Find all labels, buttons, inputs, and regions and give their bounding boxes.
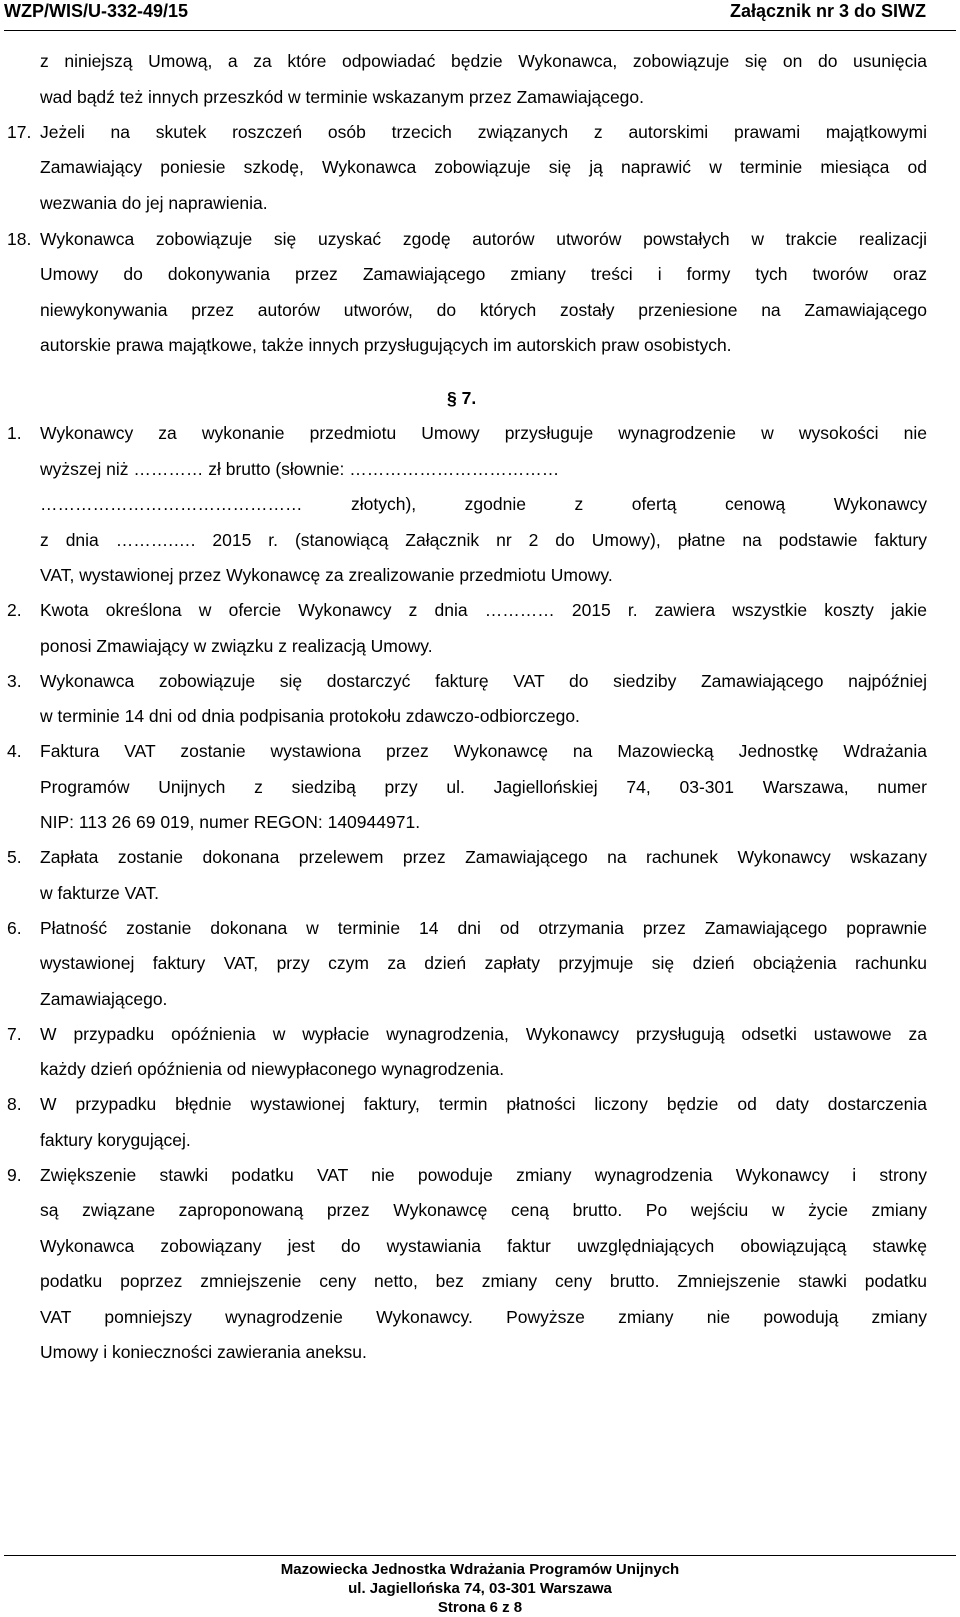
continuation-line: z niniejszą Umową, a za które odpowiadać będzie Wykonawca, zobowiązuje się on do usunięcia xyxy=(40,51,927,71)
page-header xyxy=(4,0,956,31)
item-line: Kwota określona w ofercie Wykonawcy z dnia ………… 2015 r. zawiera wszystkie koszty jakie xyxy=(40,600,927,620)
item-line: Zapłata zostanie dokonana przelewem przez Zamawiającego na rachunek Wykonawcy wskazany xyxy=(40,847,927,867)
item-number: 9. xyxy=(7,1165,22,1185)
page-number: Strona 6 z 8 xyxy=(437,1599,523,1616)
item-line: wystawionej faktury VAT, przy czym za dzień zapłaty przyjmuje się dzień obciążenia rachunku xyxy=(40,953,927,973)
item-line: z dnia ……….…. 2015 r. (stanowiącą Załącznik nr 2 do Umowy), płatne na podstawie faktury xyxy=(40,530,927,550)
document-reference: WZP/WIS/U-332-49/15 xyxy=(4,1,189,21)
item-line: W przypadku błędnie wystawionej faktury, termin płatności liczony będzie od daty dostarczenia xyxy=(40,1094,927,1114)
item-line: podatku poprzez zmniejszenie ceny netto, bez zmiany ceny brutto. Zmniejszenie stawki podatku xyxy=(40,1271,927,1291)
item-line: VAT, wystawionej przez Wykonawcę za zrealizowanie przedmiotu Umowy. xyxy=(40,565,613,585)
item-line: wyższej niż ………… zł brutto (słownie: ……………………………… xyxy=(40,459,560,479)
item-number: 4. xyxy=(7,741,22,761)
item-number: 3. xyxy=(7,671,22,691)
attachment-label: Załącznik nr 3 do SIWZ xyxy=(729,1,926,21)
paragraph-number: 18. xyxy=(7,229,32,249)
item-line: Faktura VAT zostanie wystawiona przez Wykonawcę na Mazowiecką Jednostkę Wdrażania xyxy=(40,741,927,761)
item-number: 8. xyxy=(7,1094,22,1114)
item-line: Programów Unijnych z siedzibą przy ul. Jagiellońskiej 74, 03-301 Warszawa, numer xyxy=(40,777,927,797)
item-line: NIP: 113 26 69 019, numer REGON: 140944971. xyxy=(40,812,421,832)
item-line: ponosi Zmawiający w związku z realizacją Umowy. xyxy=(40,636,433,656)
item-line: VAT pomniejszy wynagrodzenie Wykonawcy. Powyższe zmiany nie powodują zmiany xyxy=(40,1307,927,1327)
item-number: 5. xyxy=(7,847,22,867)
footer-organization: Mazowiecka Jednostka Wdrażania Programów Unijnych xyxy=(280,1561,680,1578)
item-line: każdy dzień opóźnienia od niewypłaconego wynagrodzenia. xyxy=(40,1059,505,1079)
footer-address: ul. Jagiellońska 74, 03-301 Warszawa xyxy=(348,1580,612,1597)
item-line: ……………………………………… złotych), zgodnie z ofertą cenową Wykonawcy xyxy=(40,494,927,514)
item-line: Wykonawca zobowiązuje się dostarczyć fakturę VAT do siedziby Zamawiającego najpóźniej xyxy=(40,671,927,691)
item-line: są związane zaproponowaną przez Wykonawcę ceną brutto. Po wejściu w życie zmiany xyxy=(40,1200,927,1220)
paragraph-line: autorskie prawa majątkowe, także innych przysługujących im autorskich praw osobistych. xyxy=(40,335,732,355)
item-line: faktury korygującej. xyxy=(40,1130,191,1150)
paragraph-line: Wykonawca zobowiązuje się uzyskać zgodę autorów utworów powstałych w trakcie realizacji xyxy=(40,229,927,249)
paragraph-line: Jeżeli na skutek roszczeń osób trzecich związanych z autorskimi prawami majątkowymi xyxy=(40,122,927,142)
paragraph-line: wezwania do jej naprawienia. xyxy=(40,193,268,213)
item-line: w fakturze VAT. xyxy=(40,883,159,903)
paragraph-number: 17. xyxy=(7,122,32,142)
item-line: W przypadku opóźnienia w wypłacie wynagrodzenia, Wykonawcy przysługują odsetki ustawowe za xyxy=(40,1024,927,1044)
item-number: 2. xyxy=(7,600,22,620)
item-line: Wykonawcy za wykonanie przedmiotu Umowy przysługuje wynagrodzenie w wysokości nie xyxy=(40,423,927,443)
item-number: 6. xyxy=(7,918,22,938)
item-line: w terminie 14 dni od dnia podpisania protokołu zdawczo-odbiorczego. xyxy=(40,706,580,726)
section-number: 7. xyxy=(461,388,477,408)
item-line: Zamawiającego. xyxy=(40,989,168,1009)
continuation-line: wad bądź też innych przeszkód w terminie wskazanym przez Zamawiającego. xyxy=(40,87,645,107)
item-number: 1. xyxy=(7,423,22,443)
paragraph-line: niewykonywania przez autorów utworów, do których zostały przeniesione na Zamawiającego xyxy=(40,300,927,320)
section-sign: § xyxy=(447,388,457,408)
paragraph-line: Umowy do dokonywania przez Zamawiającego zmiany treści i formy tych tworów oraz xyxy=(40,264,927,284)
section-heading xyxy=(447,388,476,409)
item-line: Płatność zostanie dokonana w terminie 14 dni od otrzymania przez Zamawiającego poprawnie xyxy=(40,918,927,938)
page-footer xyxy=(4,1555,956,1617)
item-number: 7. xyxy=(7,1024,22,1044)
item-line: Wykonawca zobowiązany jest do wystawiania faktur uwzględniających obowiązującą stawkę xyxy=(40,1236,927,1256)
item-line: Zwiększenie stawki podatku VAT nie powoduje zmiany wynagrodzenia Wykonawcy i strony xyxy=(40,1165,927,1185)
paragraph-line: Zamawiający poniesie szkodę, Wykonawca zobowiązuje się ją naprawić w terminie miesiąca od xyxy=(40,157,927,177)
item-line: Umowy i konieczności zawierania aneksu. xyxy=(40,1342,367,1362)
